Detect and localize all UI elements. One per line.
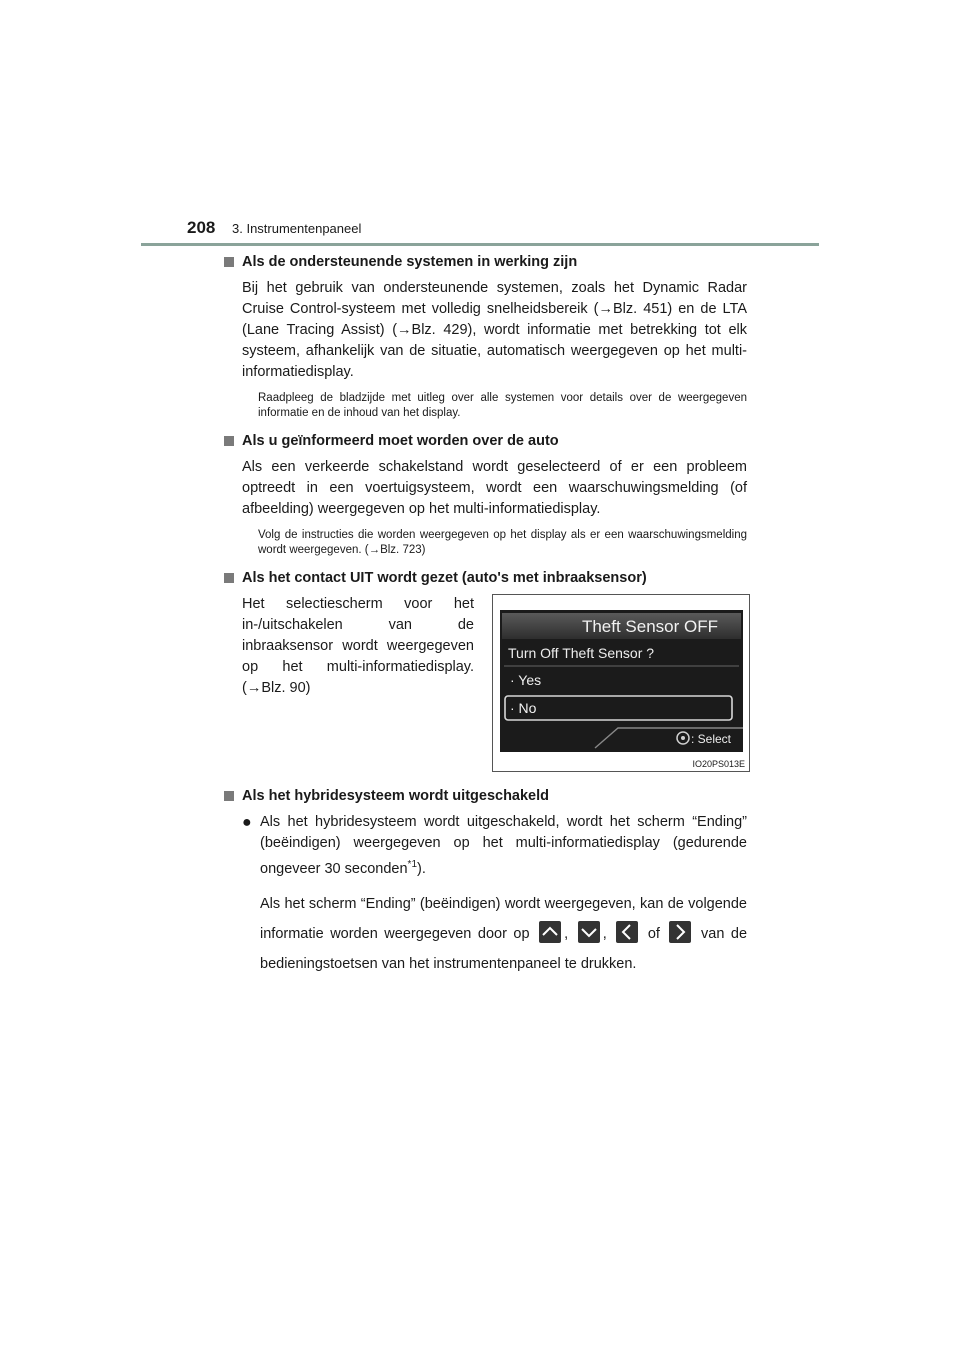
round-bullet-icon: ● — [242, 814, 252, 831]
figure-hint: : Select — [691, 732, 732, 746]
section-heading: Als het contact UIT wordt gezet (auto's met inbraaksensor) — [224, 568, 747, 588]
bullet-item: ● Als het hybridesysteem wordt uitgeschakeld, wordt het scherm “Ending” (beëindigen) weergegeven op het multi-informatiedisplay (gedurende ongeveer 30 seconden$^{*1}$). — [242, 814, 747, 877]
section-heading: Als de ondersteunende systemen in werking zijn — [224, 252, 747, 272]
section-body: Als een verkeerde schakelstand wordt geselecteerd of er een probleem optreedt in een voertuigsysteem, wordt een waarschuwingsmelding (of afbeelding) weergegeven op het multi-informatiedisplay. — [242, 459, 747, 517]
page-number: 208 — [187, 218, 216, 237]
square-bullet-icon — [224, 436, 234, 446]
figure-option-yes: · Yes — [510, 672, 542, 688]
square-bullet-icon — [224, 257, 234, 267]
section-body: Het selectiescherm voor het in-/uitschakelen van de inbraaksensor wordt weergegeven op het multi-informatiedisplay. (→Blz. 90) — [242, 596, 474, 696]
display-graphic — [500, 610, 743, 752]
arrow-up-icon — [539, 921, 561, 943]
theft-sensor-figure — [492, 594, 750, 772]
section-note: Raadpleeg de bladzijde met uitleg over alle systemen voor details over de weergegeven informatie en de inhoud van het display. — [258, 392, 747, 419]
section-body: Bij het gebruik van ondersteunende systemen, zoals het Dynamic Radar Cruise Control-systeem met volledig snelheidsbereik (→Blz. 451) en de LTA (Lane Tracing Assist) (→Blz. 429), wordt informatie met betrekking tot elk systeem, afhankelijk van de situatie, automatisch weergegeven op het multi-informatiedisplay. — [242, 280, 747, 380]
chapter-title: 3. Instrumentenpaneel — [232, 221, 362, 236]
figure-code: IO20PS013E — [692, 759, 745, 769]
square-bullet-icon — [224, 791, 234, 801]
figure-option-no: · No — [510, 700, 537, 716]
square-bullet-icon — [224, 573, 234, 583]
page-content — [224, 252, 747, 979]
header-rule — [141, 243, 819, 246]
footnote-reference: *1 — [407, 859, 417, 870]
page-header — [0, 0, 960, 250]
figure-question: Turn Off Theft Sensor ? — [508, 645, 655, 661]
arrow-right-icon — [669, 921, 691, 943]
bullet-continuation: Als het scherm “Ending” (beëindigen) wordt weergegeven, kan de volgende informatie worden weergegeven door op , , of van de bedieningstoetsen van het instrumentenpaneel te drukken. — [260, 895, 748, 972]
display-screen — [500, 610, 743, 752]
section-heading: Als het hybridesysteem wordt uitgeschakeld — [224, 786, 747, 806]
section-note: Volg de instructies die worden weergegeven op het display als er een waarschuwingsmelding wordt weergegeven. (→Blz. 723) — [258, 529, 747, 556]
section-heading: Als u geïnformeerd moet worden over de auto — [224, 431, 747, 451]
arrow-down-icon — [578, 921, 600, 943]
section-with-figure — [224, 594, 747, 786]
arrow-left-icon — [616, 921, 638, 943]
figure-title: Theft Sensor OFF — [581, 617, 719, 636]
